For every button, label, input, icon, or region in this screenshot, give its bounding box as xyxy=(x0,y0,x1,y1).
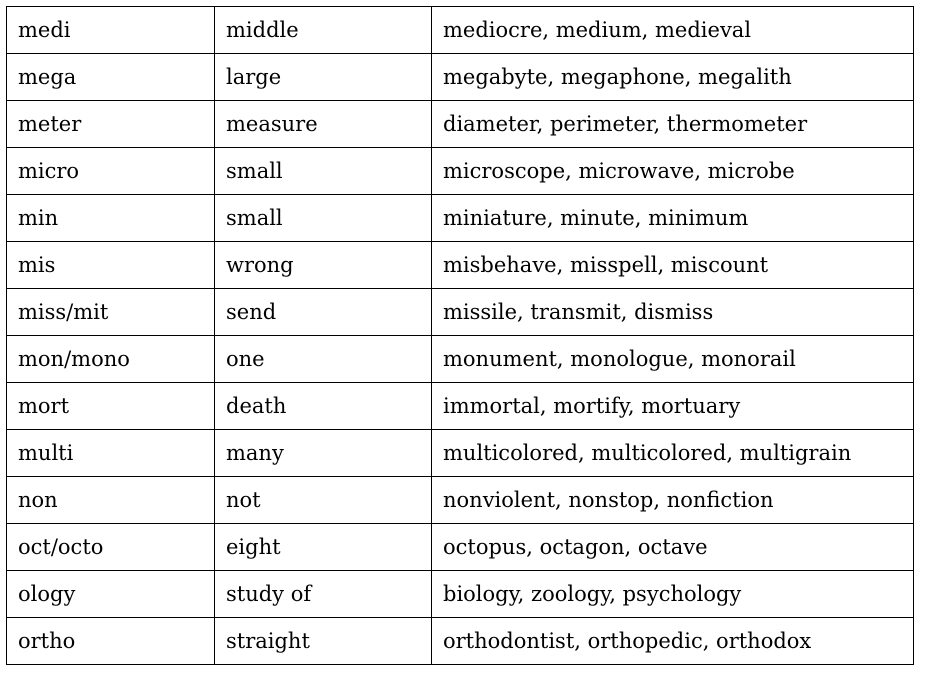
word-roots-table xyxy=(6,6,914,665)
meaning-cell: straight xyxy=(215,618,432,665)
table-row xyxy=(7,148,914,195)
examples-cell: multicolored, multicolored, multigrain xyxy=(432,430,914,477)
examples-cell: biology, zoology, psychology xyxy=(432,571,914,618)
meaning-cell: large xyxy=(215,54,432,101)
root-cell: mon/mono xyxy=(7,336,215,383)
meaning-cell: eight xyxy=(215,524,432,571)
meaning-cell: wrong xyxy=(215,242,432,289)
root-cell: mega xyxy=(7,54,215,101)
root-cell: ortho xyxy=(7,618,215,665)
table-row xyxy=(7,618,914,665)
table-row xyxy=(7,571,914,618)
table-row xyxy=(7,242,914,289)
meaning-cell: death xyxy=(215,383,432,430)
examples-cell: nonviolent, nonstop, nonfiction xyxy=(432,477,914,524)
root-cell: micro xyxy=(7,148,215,195)
meaning-cell: small xyxy=(215,195,432,242)
root-cell: meter xyxy=(7,101,215,148)
root-cell: min xyxy=(7,195,215,242)
table-row xyxy=(7,383,914,430)
meaning-cell: small xyxy=(215,148,432,195)
examples-cell: diameter, perimeter, thermometer xyxy=(432,101,914,148)
examples-cell: missile, transmit, dismiss xyxy=(432,289,914,336)
examples-cell: orthodontist, orthopedic, orthodox xyxy=(432,618,914,665)
root-cell: non xyxy=(7,477,215,524)
table-row xyxy=(7,289,914,336)
table-row xyxy=(7,54,914,101)
table-row xyxy=(7,101,914,148)
root-cell: multi xyxy=(7,430,215,477)
examples-cell: megabyte, megaphone, megalith xyxy=(432,54,914,101)
root-cell: ology xyxy=(7,571,215,618)
meaning-cell: not xyxy=(215,477,432,524)
meaning-cell: many xyxy=(215,430,432,477)
meaning-cell: send xyxy=(215,289,432,336)
root-cell: mis xyxy=(7,242,215,289)
examples-cell: octopus, octagon, octave xyxy=(432,524,914,571)
table-row xyxy=(7,195,914,242)
examples-cell: miniature, minute, minimum xyxy=(432,195,914,242)
examples-cell: misbehave, misspell, miscount xyxy=(432,242,914,289)
table-row xyxy=(7,430,914,477)
table-row xyxy=(7,336,914,383)
examples-cell: microscope, microwave, microbe xyxy=(432,148,914,195)
root-cell: miss/mit xyxy=(7,289,215,336)
root-cell: oct/octo xyxy=(7,524,215,571)
table-row xyxy=(7,524,914,571)
examples-cell: mediocre, medium, medieval xyxy=(432,7,914,54)
examples-cell: immortal, mortify, mortuary xyxy=(432,383,914,430)
meaning-cell: study of xyxy=(215,571,432,618)
table-row xyxy=(7,7,914,54)
meaning-cell: measure xyxy=(215,101,432,148)
meaning-cell: middle xyxy=(215,7,432,54)
root-cell: mort xyxy=(7,383,215,430)
examples-cell: monument, monologue, monorail xyxy=(432,336,914,383)
meaning-cell: one xyxy=(215,336,432,383)
table-row xyxy=(7,477,914,524)
root-cell: medi xyxy=(7,7,215,54)
